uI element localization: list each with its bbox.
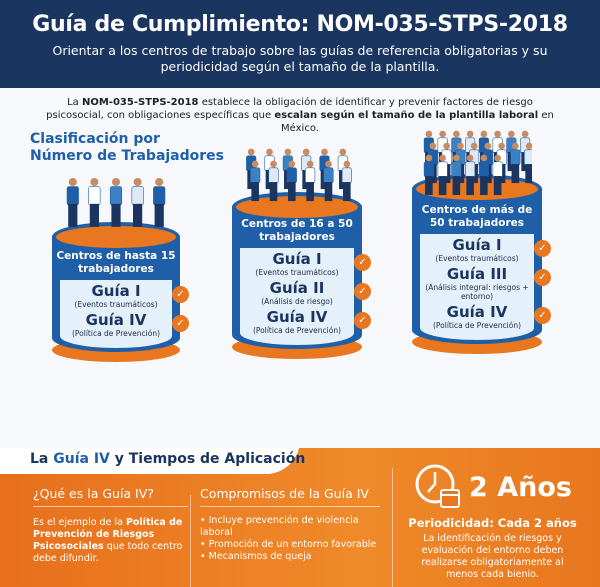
check-icon: ✓: [172, 315, 189, 332]
worker-figure: [67, 178, 79, 227]
guide-desc: (Eventos traumáticos): [435, 254, 519, 263]
guide-name: Guía I: [272, 250, 322, 268]
guide-desc: (Política de Prevención): [432, 321, 522, 330]
check-icon: ✓: [172, 286, 189, 303]
intro-text: La NOM-035-STPS-2018 establece la obligación de identificar y prevenir factores de riesgo psicosocial, con obligaciones específicas que escalan según el tamaño de la plantilla laboral en México.: [46, 97, 554, 134]
guide-name: Guía IV: [85, 311, 147, 329]
guide-name: Guía IV: [446, 303, 508, 321]
check-icon: ✓: [534, 307, 551, 324]
center-cylinder: [232, 192, 367, 359]
guide-item: [244, 277, 367, 306]
worker-figure: [89, 178, 101, 227]
guide-name: Guía I: [452, 236, 502, 254]
guide-name: Guía IV: [266, 308, 328, 326]
guide-desc: (Eventos traumáticos): [74, 300, 158, 309]
guide-iv-commitments: Compromisos de la Guía IV • Incluye prevención de violencia laboral • Promoción de un entorno favorable • Mecanismos de queja: [200, 486, 380, 563]
page-subtitle: Orientar a los centros de trabajo sobre las guías de referencia obligatorias y su periodicidad según el tamaño de la plantilla.: [52, 43, 548, 74]
worker-figure: [110, 178, 122, 227]
clock-calendar-icon: [413, 462, 463, 512]
list-item: • Incluye prevención de violencia laboral: [200, 515, 380, 539]
guide-item: [64, 280, 185, 309]
check-icon: ✓: [354, 254, 371, 271]
center-label: Centros de hasta 15 trabajadores: [56, 250, 176, 275]
page-title: Guía de Cumplimiento: NOM-035-STPS-2018: [32, 12, 568, 37]
guides-panel: [60, 280, 185, 348]
check-icon: ✓: [534, 240, 551, 257]
guide-name: Guía II: [269, 279, 325, 297]
center-label: Centros de más de 50 trabajadores: [421, 204, 533, 229]
header-banner: [0, 0, 600, 88]
guide-item: [424, 263, 547, 301]
center-label: Centros de 16 a 50 trabajadores: [241, 218, 353, 243]
guide-desc: (Política de Prevención): [71, 329, 161, 338]
list-item: • Promoción de un entorno favorable: [200, 539, 380, 551]
guides-panel: [240, 248, 367, 345]
periodicity-panel: 2 Años Periodicidad: Cada 2 años La identificación de riesgos y evaluación del entorno deben realizarse obligatoriamente al menos cada bienio.: [400, 462, 585, 581]
workers-illustration: [242, 144, 352, 214]
check-icon: ✓: [534, 269, 551, 286]
worker-figure: [132, 178, 144, 227]
section-title: La Guía IV y Tiempos de Aplicación: [30, 451, 306, 467]
worker-figure: [153, 178, 165, 227]
check-icon: ✓: [354, 283, 371, 300]
guide-item: [424, 301, 547, 330]
guide-item: [64, 309, 185, 338]
workers-illustration: [422, 126, 532, 196]
list-item: • Mecanismos de queja: [200, 551, 380, 563]
guide-desc: (Política de Prevención): [252, 326, 342, 335]
guide-item: [244, 306, 367, 335]
classification-title: Clasificación por Número de Trabajadores: [30, 131, 225, 164]
check-icon: ✓: [354, 312, 371, 329]
guide-item: [424, 234, 547, 263]
guide-desc: (Eventos traumáticos): [255, 268, 339, 277]
guide-desc: (Análisis de riesgo): [261, 297, 333, 306]
guide-desc: (Análisis integral: riesgos + entorno): [425, 283, 529, 301]
guide-item: [244, 248, 367, 277]
guide-name: Guía III: [446, 265, 508, 283]
guides-panel: [420, 234, 547, 340]
guide-name: Guía I: [91, 282, 141, 300]
what-is-guide-iv: ¿Qué es la Guía IV? Es el ejemplo de la Política de Prevención de Riesgos Psicosociales que todo centro debe difundir.: [33, 486, 188, 565]
center-cylinder: [412, 174, 547, 354]
workers-illustration: [62, 174, 170, 244]
